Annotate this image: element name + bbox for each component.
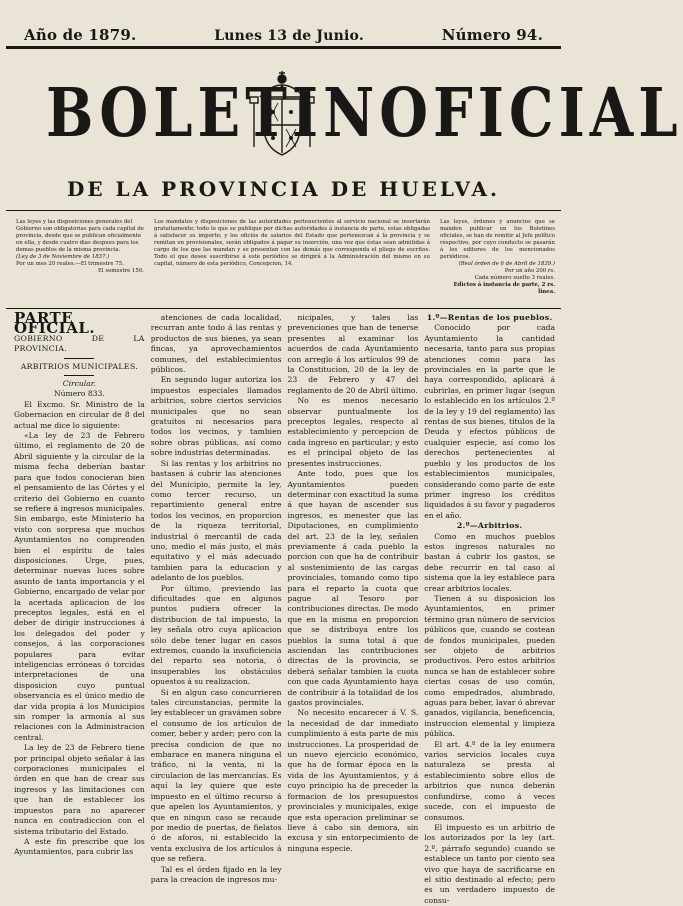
rentas-heading: 1.º—Rentas de los pueblos. [426,313,553,322]
paragraph: «La ley de 23 de Febrero último, el reglamento de 20 de Abril siguiente y la circular de la misma fecha deberían bastar para que todos conocieran bien el pensamiento de las Córtes y el criterio del Gobierno en cuanto se refiere á ingresos municipales. Sin embargo, este Ministerio ha visto con sorpresa que muchos Ayuntamientos no comprenden bien el espíritu de tales disposiciones. Urge, pues, determinar nuevas luces sobre asunto de tanta importancia y el Gobierno, encargado de velar por la acertada aplicacion de los preceptos legales, está en el deber de dirigir instrucciones á los delegados del poder y consejos, á las corporaciones populares para evitar inteligencias erróneas ó torcidas interpretaciones de una disposicion cuyo puntual observancia es el único medio de dar vida propia á los Municipios sin romper la armonía al sus relaciones con la Administracion central. [14,431,145,742]
notice-left-prices: Por un mes 20 reales.—El trimestre 75. [16,261,124,267]
notice-right-price: Por un año 200 rs. [504,268,555,274]
masthead-title-left: BOLETIN [46,73,380,153]
paragraph: Si las rentas y los arbitrios no bastasen á cubrir las atenciones del Municipio, permite la ley, como tercer recurso, un repartimiento general entre todos los vecinos, en proporcion de la riqueza territorial, industrial ó mercantil de cada uno, medio el más justo, el más equitativo y el más adecuado tambien para la educacion y adelanto de los pueblos. [150,458,282,583]
notice-left-prices-2: El semestre 150. [97,268,144,274]
masthead-title [6,73,683,153]
column-4 [424,313,556,905]
paragraph: Si en algun caso concurrieren tales circunstancias, permite la ley establecer un gravámen sobre el consumo de los artículos de comer, beber y arder; pero con la precisa condicion de que no embarace en manera ninguna el tráfico, ni la venta, ni la circulacion de las mercancías. Es aquí la ley quiere que este impuesto en el último recurso á que apelen los Ayuntamientos, y que en ningun caso se recaude por medio de puertas, de fielatos ó de aforos, ni establecido la venta exclusiva de los artículos á que se refiera. [150,687,282,864]
notice-left-text: Las leyes y las disposiciones generales del Gobierno son obligatorias para cada capital de provincia, desde que se publican oficialmente en ella, y desde cuatro dias despues para los demas pueblos de la misma provincia. [16,219,144,253]
issue-number: Número 94. [441,26,543,44]
article-columns [6,309,561,905]
masthead-subtitle: DE LA PROVINCIA DE HUELVA. [67,177,500,201]
divider [64,358,94,359]
paragraph: El impuesto es un arbitrio de los autorizados por la ley (art. 2.º, párrafo segundo) cuando se establece un tanto por ciento sea vivo que haya de sacrificarse en el sitio destinado al efecto; pero es un verdadero impuesto de consu- [424,822,555,905]
circular-label: Circular. [62,379,96,389]
notice-right [440,219,555,307]
notice-right-ref: (Real órden de 6 de Abril de 1839.) [458,261,555,267]
notice-middle: Los mandatos y disposiciones de las autoridades pertenecientes al servicio nacional se insertarán gratuitamente; todo lo que se publique por dichas autoridades á instancia de parte, estas obligadas á satisfacer su importe; y los oficios de salarios del Estado que pertenezcan á la provincia y se remitan en provisionales, serán obligados á pagar su inserción, una vez que éstas sean admitidas á cargo de los que las mandan y se presentan con las demás que corresponda el pliego de escritos. Todo el que desee suscribirse á este periódico se dirigirá á la Administración del mismo en su capital, número de esta periódico, Concepcion, 14. [154,219,430,267]
notices-row [6,211,561,307]
notice-left [16,219,144,307]
paragraph: En segundo lugar autoriza los impuestos especiales llamados arbitrios, sobre ciertos servicios municipales que no sean gratuitos ni necesarios para todos los vecinos, y tambien sobre obras públicas, así como sobre industrias determinadas. [150,375,282,458]
paragraph: nicipales, y tales las prevenciones que han de tenerse presentes al examinar los acuerdos de cada Ayuntamiento con arreglo á los artículos 99 de la Constitucion, 20 de la ley de 23 de Febrero y 47 del reglamento de 20 de Abril último. [287,313,419,395]
paragraph: La ley de 23 de Febrero tiene por principal objeto señalar á las corporaciones municipales el órden en que han de crear sus ingresos y las limitaciones con que han de establecer los impuestos para no aparecer nunca en contradiccion con el sistema tributario del Estado. [14,743,145,836]
paragraph: No necesito encarecer á V. S. la necesidad de dar inmediato cumplimiento á esta parte de mis instrucciones. La prosperidad de un nuevo ejercicio económico, que ha de formar época en la vida de los Ayuntamientos, y á cuyo principio ha de preceder la formacion de los presupuestos provinciales y municipales, exige que esta operacion preliminar se lleve á cabo sin demora, sin excusa y sin entorpecimiento de ninguna especie. [287,708,419,853]
paragraph: Tal es el órden fijado en la ley para la creacion de ingresos mu- [150,864,282,884]
year-label: Año de 1879. [24,26,137,44]
column-2 [150,313,282,884]
notice-right-extra: Edictos á instancia de parte, 2 rs. linea. [453,282,555,295]
paragraph: A este fin prescribe que los Ayuntamientos, para cubrir las [14,836,145,857]
paragraph: Como en muchos pueblos estos ingresos naturales no bastan á cubrir los gastos, se debe recurrir en tal caso al sistema que la ley establece para crear arbitrios locales. [424,531,555,593]
paragraph: atenciones de cada localidad, recurran ante todo á las rentas y productos de sus bienes, ya sean fincas, ya aprovechamientos comunes, del establecimientos públicos. [150,313,282,375]
paragraph: Ante todo, pues que los Ayuntamientos pueden determinar con exactitud la suma á que hayan de ascender sus ingresos, es menester que las Diputaciones, en cumplimiento del art. 23 de la ley, señalen previamente á cada pueblo la porcion con que ha de contribuir al sostenimiento de las cargas provinciales, tomando como tipo para el reparto la cuota que pague al Tesoro por contribuciones directas. De modo que en la misma en proporcion que se distribuya entre los pueblos la suma total á que asciendan las contribuciones directas de la provincia, se deberá señalar tambien la cuota con que cada Ayuntamiento haya de contribuir á la totalidad de los gastos provinciales. [287,469,419,708]
masthead-title-right: OFICIAL [379,73,683,153]
top-dateline [6,4,561,44]
paragraph: Por último, previendo las dificultades que en algunos puntos pudiera ofrecer la distribucion de tal impuesto, la ley señala otro cuya aplicacion sólo debe tener lugar en casos extremos, cuando la insuficiencia del reparto sea notoria, ó insuperables los obstáculos opuestos á su realizacion. [150,583,282,687]
masthead [6,49,683,209]
arbitrios-heading: 2.º—Arbitrios. [456,521,523,531]
paragraph: Conocido por cada Ayuntamiento la cantidad necesaria, tanto para sus propias atenciones como para las provinciales en la parte que le haya correspondido, aplicará á cubrirlas, en primer lugar (segun lo establecido en los artículos 2.º de la ley y 19 del reglamento) las rentas de sus bienes, títulos de la Deuda y efectos públicos de cualquier especie, así como los derechos pertenecientes al pueblo y los productos de los establecimientos municipales, considerando como parte de este primer ingreso los créditos liquidados á su favor y pagaderos en el año. [424,323,555,520]
column-3 [287,313,419,853]
paragraph: Tienen á su disposicion los Ayuntamientos, en primer término gran número de servicios públicos que, cuando se costean de fondos municipales, pueden ser objeto de arbitrios productivos. Pero estos arbitrios nunca se han de establecer sobre ciertas cosas de uso común, como empedrados, alumbrado, aguas para beber, lavar ó abrevar ganados, vigilancia, beneficencia, instruccion elemental y limpieza pública. [424,593,556,739]
paragraph: No es menos necesario observar puntualmente los preceptos legales, respecto al establecimiento y percepcion de cada ingreso en particular; y esto es el principal objeto de las presentes instrucciones. [287,396,419,468]
paragraph: El Excmo. Sr. Ministro de la Gobernacion en circular de 8 del actual me dice lo siguiente: [14,399,145,430]
divider [64,375,94,376]
notice-right-text: Las leyes, órdenes y anuncios que se manden publicar en los Boletines oficiales, se han de remitir al Jefe político respectivo, por cuyo conducto se pasarán á los editores de los mencionados periódicos. [440,219,555,260]
paragraph: El art. 4.º de la ley enumera varios servicios locales cuya naturaleza se presta al establecimiento sobre ellos de arbitrios que nunca deberán confundirse, como á veces sucede, con el impuesto de consumos. [424,739,555,822]
notice-right-cost: Cada número suelto 3 reales. [474,275,555,281]
parte-oficial-heading: PARTE OFICIAL. [14,309,96,338]
gobierno-heading: GOBIERNO DE LA PROVINCIA. [14,333,145,354]
column-1 [14,309,145,857]
notice-left-ref: (Ley de 3 de Noviembre de 1837.) [16,254,110,260]
section-heading: ARBITRIOS MUNICIPALES. [20,361,139,371]
date-label: Lunes 13 de Junio. [214,28,364,44]
circular-number: Número 833. [53,389,105,399]
